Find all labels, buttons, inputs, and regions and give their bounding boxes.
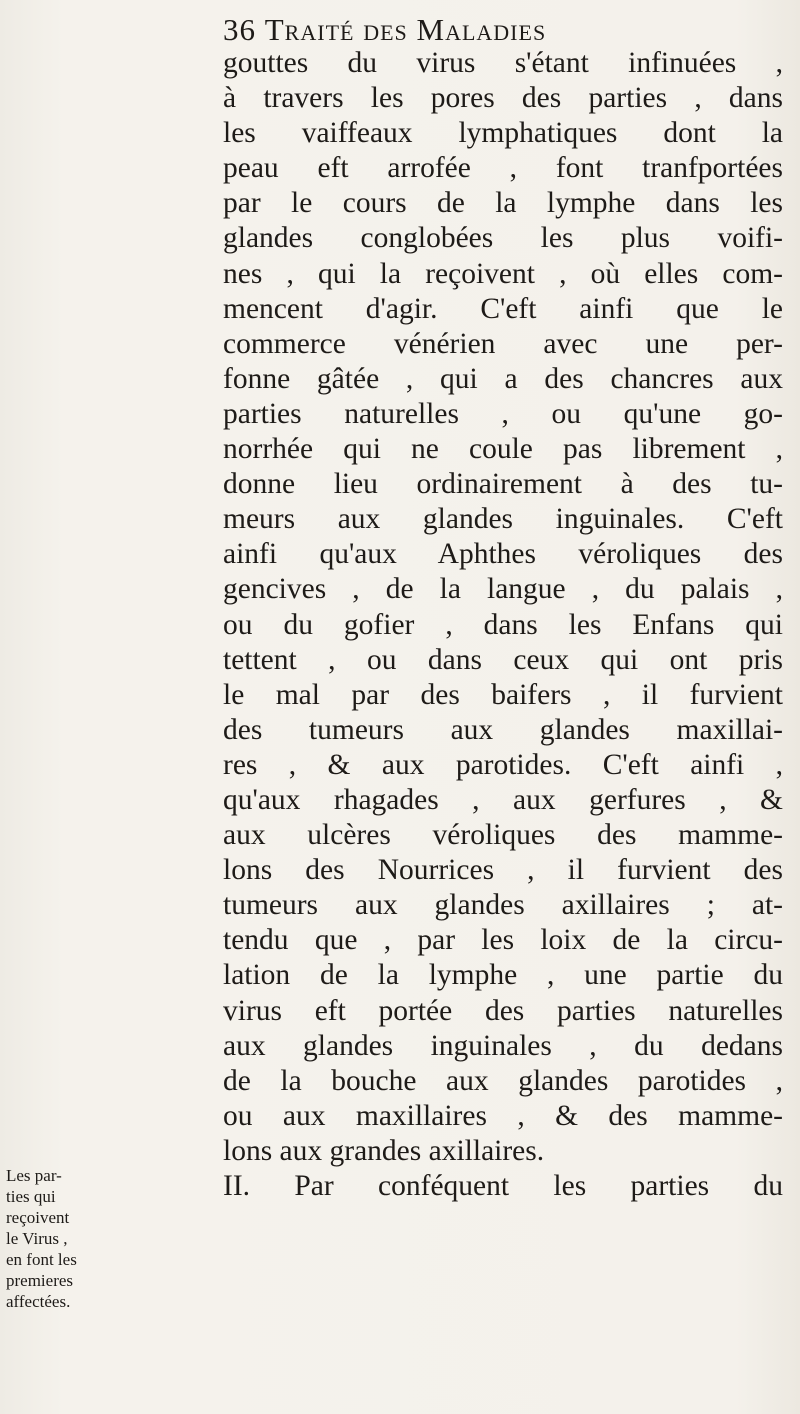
text-line: peau eft arrofée , font tranfportées bbox=[223, 152, 783, 185]
text-line: donne lieu ordinairement à des tu- bbox=[223, 468, 783, 501]
body-text bbox=[223, 46, 783, 1204]
margin-note bbox=[6, 1165, 98, 1312]
text-line: mencent d'agir. C'eft ainfi que le bbox=[223, 292, 783, 325]
text-line: II. Par conféquent les parties du bbox=[223, 1170, 783, 1202]
margin-note-line: affectées. bbox=[6, 1292, 71, 1311]
margin-note-line: Les par- bbox=[6, 1166, 62, 1185]
text-line: le mal par des baifers , il furvient bbox=[223, 678, 783, 711]
text-line: virus eft portée des parties naturelles bbox=[223, 994, 783, 1027]
margin-note-line: ties qui bbox=[6, 1187, 56, 1206]
text-line: qu'aux rhagades , aux gerfures , & bbox=[223, 783, 783, 816]
text-line: les vaiffeaux lymphatiques dont la bbox=[223, 117, 783, 150]
text-line: des tumeurs aux glandes maxillai- bbox=[223, 713, 783, 746]
text-line: par le cours de la lymphe dans les bbox=[223, 187, 783, 220]
margin-note-line: le Virus , bbox=[6, 1229, 68, 1248]
text-line: lons des Nourrices , il furvient des bbox=[223, 854, 783, 887]
text-line: gouttes du virus s'étant infinuées , bbox=[223, 47, 783, 79]
text-line: tumeurs aux glandes axillaires ; at- bbox=[223, 889, 783, 922]
page-number: 36 bbox=[223, 12, 256, 47]
text-line: tendu que , par les loix de la circu- bbox=[223, 924, 783, 957]
text-line: de la bouche aux glandes parotides , bbox=[223, 1064, 783, 1097]
running-title: Traité des Maladies bbox=[264, 12, 547, 47]
text-line: ainfi qu'aux Aphthes véroliques des bbox=[223, 538, 783, 571]
text-line: gencives , de la langue , du palais , bbox=[223, 573, 783, 606]
text-line: fonne gâtée , qui a des chancres aux bbox=[223, 362, 783, 395]
text-line: glandes conglobées les plus voifi- bbox=[223, 222, 783, 255]
text-line: parties naturelles , ou qu'une go- bbox=[223, 397, 783, 430]
text-line: lation de la lymphe , une partie du bbox=[223, 959, 783, 992]
text-line: ou du gofier , dans les Enfans qui bbox=[223, 608, 783, 641]
text-line: meurs aux glandes inguinales. C'eft bbox=[223, 503, 783, 536]
text-line: commerce vénérien avec une per- bbox=[223, 327, 783, 360]
text-line: tettent , ou dans ceux qui ont pris bbox=[223, 643, 783, 676]
margin-note-line: en font les bbox=[6, 1250, 77, 1269]
text-line: ou aux maxillaires , & des mamme- bbox=[223, 1099, 783, 1132]
text-line: norrhée qui ne coule pas librement , bbox=[223, 433, 783, 466]
text-line: nes , qui la reçoivent , où elles com- bbox=[223, 257, 783, 290]
text-line: res , & aux parotides. C'eft ainfi , bbox=[223, 748, 783, 781]
text-line: aux glandes inguinales , du dedans bbox=[223, 1029, 783, 1062]
margin-note-line: reçoivent bbox=[6, 1208, 70, 1227]
text-line: aux ulcères véroliques des mamme- bbox=[223, 819, 783, 852]
text-line: lons aux grandes axillaires. bbox=[223, 1134, 545, 1167]
margin-note-line: premieres bbox=[6, 1271, 74, 1290]
text-line: à travers les pores des parties , dans bbox=[223, 82, 783, 115]
